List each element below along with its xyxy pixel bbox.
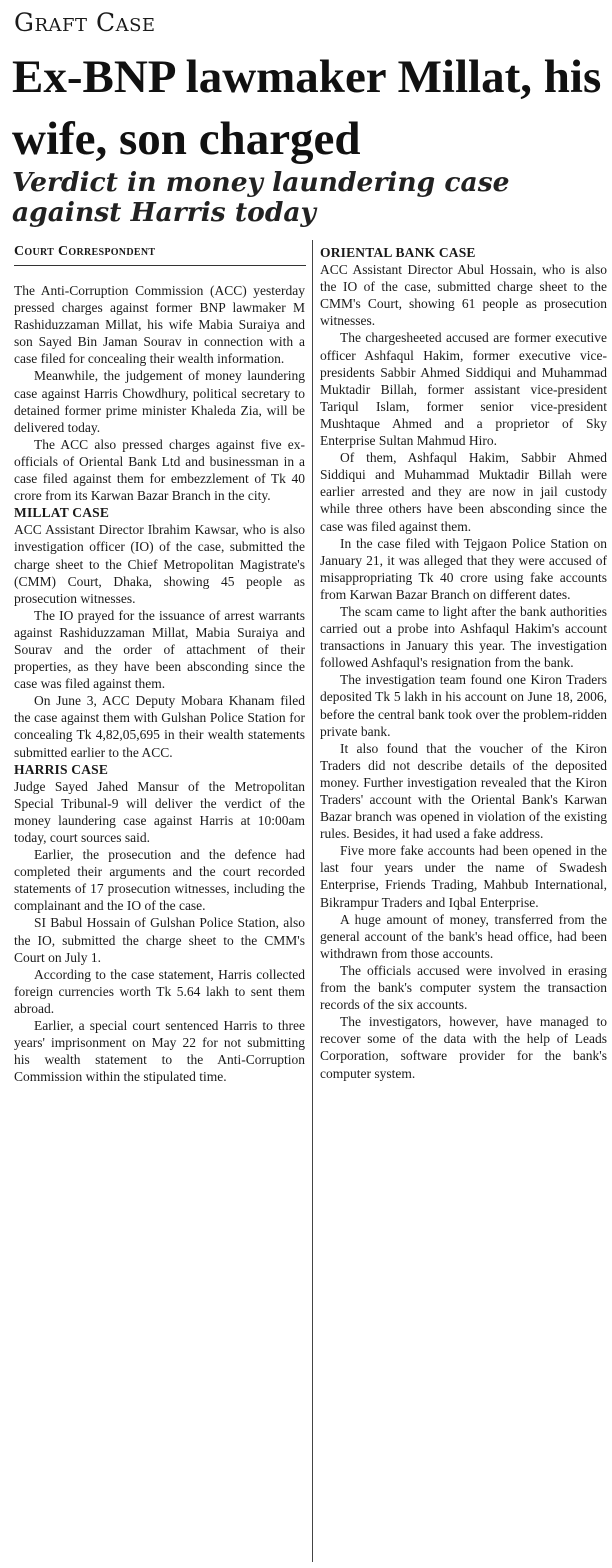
paragraph: A huge amount of money, transferred from the general account of the bank's head office, had been withdrawn from those accounts. [320,911,607,961]
section-heading-oriental-bank: ORIENTAL BANK CASE [320,245,476,260]
column-divider [312,240,313,1562]
paragraph: It also found that the voucher of the Kiron Traders did not describe details of the deposited money. Further investigation revealed that the Kiron Traders' account with the Oriental Bank's Karwan Bazar branch was opened in violation of the existing rules. Besides, it had used a fake address. [320,740,607,842]
byline: Court Correspondent [14,244,156,259]
left-column [14,282,305,1085]
paragraph: In the case filed with Tejgaon Police Station on January 21, it was alleged that they were accused of misappropriating Tk 40 crore using fake accounts from Karwan Bazar Branch on different dates. [320,535,607,602]
paragraph: SI Babul Hossain of Gulshan Police Station, also the IO, submitted the charge sheet to the CMM's Court on July 1. [14,915,305,965]
section-kicker: Graft Case [14,8,156,37]
paragraph: Five more fake accounts had been opened in the last four years under the name of Swadesh Enterprise, Friends Trading, Mahbub International, Bikrampur Traders and Iqbal Enterprise. [320,843,607,910]
paragraph: The chargesheeted accused are former executive officer Ashfaqul Hakim, former executive vice-presidents Sabbir Ahmed Siddiqui and Muhammad Muktadir Billah, former assistant vice-president Tariqul Islam, former senior vice-president Mushtaque Ahmed and a proprietor of Sky Enterprise Sultan Mahmud Hiro. [320,330,607,449]
paragraph: ACC Assistant Director Abul Hossain, who is also the IO of the case, submitted charge sheet to the CMM's Court, showing 61 people as prosecution witnesses. [320,262,607,329]
paragraph: According to the case statement, Harris collected foreign currencies worth Tk 5.64 lakh to sent them abroad. [14,966,305,1016]
paragraph: The Anti-Corruption Commission (ACC) yesterday pressed charges against former BNP lawmaker M Rashiduzzaman Millat, his wife Mabia Suraiya and son Sayed Bin Jaman Sourav in connection with a case filed for concealing their wealth information. [14,283,305,367]
paragraph: Judge Sayed Jahed Mansur of the Metropolitan Special Tribunal-9 will deliver the verdict of the money laundering case against Harris at 10:00am today, court sources said. [14,778,305,845]
section-heading-harris: HARRIS CASE [14,761,109,777]
section-heading-millat: MILLAT CASE [14,505,110,521]
paragraph: The IO prayed for the issuance of arrest warrants against Rashiduzzaman Millat, Mabia Suraiya and Sourav and the order of attachment of their properties, as they have been absconding since the case was filed against them. [14,607,305,692]
paragraph: Of them, Ashfaqul Hakim, Sabbir Ahmed Siddiqui and Muhammad Muktadir Billah were earlier arrested and they are now in jail custody while three others have been absconding since the case was filed against them. [320,450,607,534]
paragraph: On June 3, ACC Deputy Mobara Khanam filed the case against them with Gulshan Police Station for concealing Tk 4,82,05,695 in their wealth statements submitted earlier to the ACC. [14,693,305,760]
paragraph: The officials accused were involved in erasing from the bank's computer system the transaction records of the six accounts. [320,962,607,1013]
paragraph: The investigators, however, have managed to recover some of the data with the help of Leads Corporation, software provider for the bank's computer system. [320,1014,607,1081]
paragraph: Earlier, the prosecution and the defence had completed their arguments and the court recorded statements of 17 prosecution witnesses, including the complainant and the IO of the case. [14,847,305,914]
paragraph: The scam came to light after the bank authorities carried out a probe into Ashfaqul Hakim's account transactions in January this year. The investigation followed Ashfaqul's resignation from the bank. [320,603,607,671]
right-column [320,244,607,1082]
paragraph: The ACC also pressed charges against five ex-officials of Oriental Bank Ltd and businessman in a case filed against them for embezzlement of Tk 40 crore from its Karwan Bazar Branch in the city. [14,436,305,504]
byline-rule [14,265,306,266]
paragraph: ACC Assistant Director Ibrahim Kawsar, who is also investigation officer (IO) of the case, submitted the charge sheet to the Chief Metropolitan Magistrate's (CMM) Court, Dhaka, showing 45 people as prosecution witnesses. [14,522,305,606]
headline: Ex-BNP lawmaker Millat, his wife, son charged [12,51,602,165]
paragraph: Meanwhile, the judgement of money laundering case against Harris Chowdhury, political secretary to detained former prime minister Khaleda Zia, will be delivered today. [14,368,305,435]
subheadline: Verdict in money laundering case against Harris today [12,167,510,228]
paragraph: Earlier, a special court sentenced Harris to three years' imprisonment on May 22 for not submitting his wealth statement to the Anti-Corruption Commission within the stipulated time. [14,1018,305,1085]
paragraph: The investigation team found one Kiron Traders deposited Tk 5 lakh in his account on June 18, 2006, before the central bank took over the problem-ridden private bank. [320,672,607,739]
